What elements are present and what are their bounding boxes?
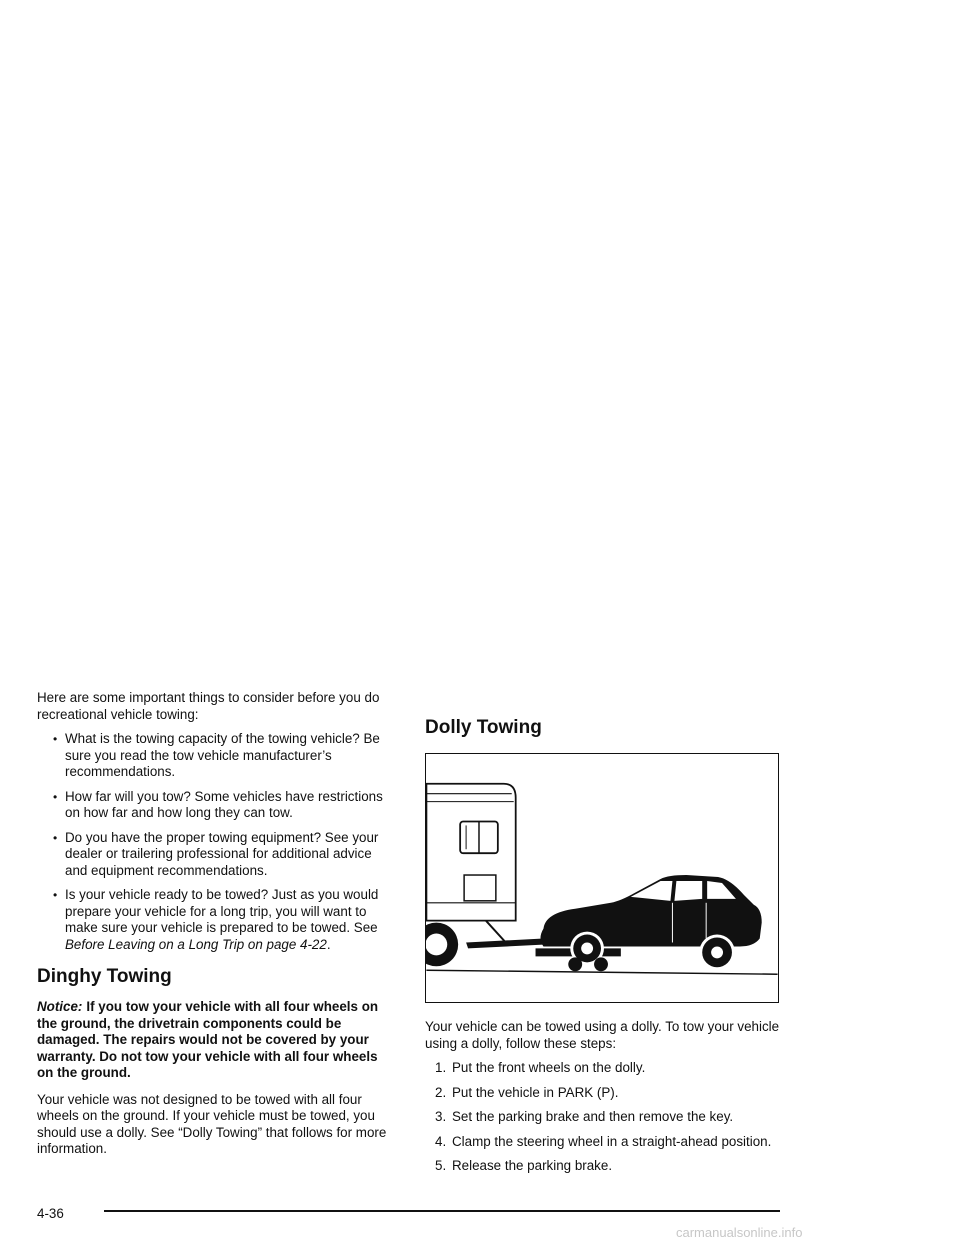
rv-compartment	[464, 875, 496, 901]
list-item	[435, 1158, 785, 1175]
dolly-towing-heading: Dolly Towing	[425, 717, 542, 738]
step-text: Put the front wheels on the dolly.	[452, 1060, 646, 1075]
tow-bracket	[486, 921, 506, 943]
car-front-window	[674, 881, 702, 901]
list-item: • Do you have the proper towing equipment? See your dealer or trailering professional for additional advice and equipment recommendations.	[53, 829, 379, 878]
notice-label: Notice:	[37, 999, 83, 1014]
step-number: 1.	[435, 1060, 447, 1075]
bullet-icon: •	[53, 888, 58, 902]
step-text: Set the parking brake and then remove the key.	[452, 1109, 734, 1124]
dinghy-towing-heading: Dinghy Towing	[37, 966, 172, 987]
list-item: • How far will you tow? Some vehicles have restrictions on how far and how long they can tow.	[53, 788, 383, 820]
bullet-icon: •	[53, 732, 58, 746]
list-item	[435, 1085, 785, 1102]
list-item	[435, 1134, 785, 1151]
cross-reference-link[interactable]: Before Leaving on a Long Trip on page 4-22	[65, 936, 327, 952]
step-text: Clamp the steering wheel in a straight-ahead position.	[452, 1133, 772, 1149]
tow-bar	[466, 939, 545, 949]
dolly-steps-list	[435, 1060, 785, 1175]
bullet-icon: •	[53, 789, 58, 804]
footer-divider	[104, 1210, 780, 1212]
notice-text: If you tow your vehicle with all four wheels on the ground, the drivetrain components could be damaged. The repairs would not be covered by your warranty. Do not tow your vehicle with all four wheels on the ground.	[37, 999, 379, 1080]
step-text: Put the vehicle in PARK (P).	[452, 1084, 619, 1100]
page-number: 4-36	[37, 1206, 64, 1221]
dolly-body-paragraph: Your vehicle can be towed using a dolly. To tow your vehicle using a dolly, follow these steps:	[425, 1019, 780, 1051]
step-number: 3.	[435, 1109, 447, 1124]
right-column	[425, 690, 785, 1183]
list-item	[435, 1060, 785, 1077]
watermark-text: carmanualsonline.info	[676, 1225, 803, 1240]
car-front-hub	[581, 942, 593, 954]
left-column	[37, 690, 397, 1158]
list-item: • Is your vehicle ready to be towed? Just as you would prepare your vehicle for a long trip, you will want to make sure your vehicle is prepared to be towed. See Before Leaving on a Long Trip on page 4-22.	[53, 887, 379, 952]
notice-paragraph	[37, 999, 397, 1082]
step-number: 5.	[435, 1158, 447, 1173]
dolly-towing-illustration	[425, 753, 779, 1003]
list-item: • What is the towing capacity of the towing vehicle? Be sure you read the tow vehicle manufacturer’s recommendations.	[53, 731, 380, 779]
dolly-wheel	[594, 957, 608, 971]
step-text: Release the parking brake.	[452, 1158, 613, 1173]
rv-wheel-hub	[426, 934, 447, 956]
bullet-icon: •	[53, 830, 58, 845]
intro-paragraph: Here are some important things to consider before you do recreational vehicle towing:	[37, 690, 380, 722]
list-item	[435, 1109, 785, 1126]
rv-towing-car-drawing	[426, 754, 778, 1002]
step-number: 4.	[435, 1133, 447, 1149]
dolly-wheel	[568, 957, 582, 971]
consideration-list	[53, 731, 397, 953]
step-number: 2.	[435, 1084, 447, 1100]
car-body	[540, 875, 761, 946]
car-rear-hub	[711, 946, 723, 958]
dinghy-body-paragraph: Your vehicle was not designed to be towed with all four wheels on the ground. If your vehicle must be towed, you should use a dolly. See “Dolly Towing” that follows for more information.	[37, 1091, 387, 1156]
